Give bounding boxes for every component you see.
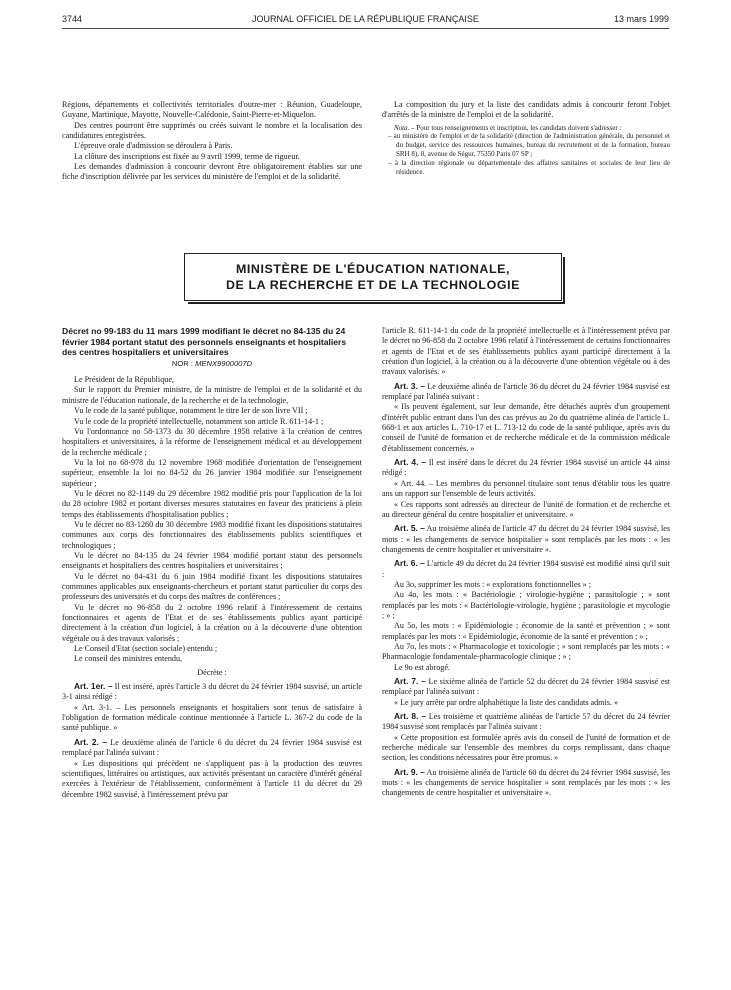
decree-left-column bbox=[62, 326, 362, 800]
page-header bbox=[62, 14, 669, 28]
article-label: Art. 3. – bbox=[394, 380, 426, 391]
paragraph: Vu le décret no 82-1149 du 29 décembre 1982 modifié pris pour l'application de la loi du 28 octobre 1982 et portant diverses mesures statutaires en faveur des praticiens à plein temps des établissements d'hospitalisation publics ; bbox=[62, 488, 362, 519]
article-item: Au 5o, les mots : « Epidémiologie ; économie de la santé et prévention ; » sont remplacés par les mots : « Epidémiologie, économie de la santé et prévention ; » ; bbox=[382, 621, 670, 641]
paragraph: Vu le code de la santé publique, notamment le titre Ier de son livre VII ; bbox=[74, 406, 308, 416]
article-label: Art. 2. – bbox=[74, 736, 108, 747]
article-label: Art. 6. – bbox=[394, 558, 425, 569]
article-5: Art. 5. – Au troisième alinéa de l'article 47 du décret du 24 février 1984 susvisé, les mots : « les changements de service hospitalier » sont remplacés par les mots : « les changements de centre hospitalier et universitaire ». bbox=[382, 523, 670, 554]
article-1: Art. 1er. – Il est inséré, après l'article 3 du décret du 24 février 1984 susvisé, un article 3-1 ainsi rédigé : bbox=[62, 681, 362, 702]
article-label: Art. 4. – bbox=[394, 457, 427, 468]
nota-block bbox=[382, 124, 670, 177]
article-label: Art. 1er. – bbox=[74, 681, 113, 692]
paragraph: L'épreuve orale d'admission se déroulera à Paris. bbox=[74, 141, 233, 151]
top-right-column bbox=[382, 100, 670, 176]
article-quote: « Ils peuvent également, sur leur demande, être détachés auprès d'un groupement d'intérêt public entrant dans l'un des cas prévus au 2o du quatrième alinéa de l'article L. 668-1 et aux articles L. 710-17 et L. 713-12 du code de la santé publique, après avis du conseil de l'unité de formation et de recherche médicale et de la commission médicale d'établissement concernés. » bbox=[382, 402, 670, 453]
article-9: Art. 9. – Au troisième alinéa de l'article 60 du décret du 24 février 1984 susvisé, les mots : « les changements de service hospitalier » sont remplacés par les mots : « les changements de centre hospitalier et universitaire ». bbox=[382, 766, 670, 798]
paragraph: Sur le rapport du Premier ministre, de la ministre de l'emploi et de la solidarité et du ministre de l'éducation nationale, de la recherche et de la technologie, bbox=[62, 385, 362, 405]
nota-label: Nota. bbox=[394, 123, 410, 132]
article-item: Au 7o, les mots : « Pharmacologie et toxicologie ; » sont remplacés par les mots : « Pharmacologie fondamentale-pharmacologie clinique ; » ; bbox=[382, 641, 670, 662]
article-label: Art. 5. – bbox=[394, 523, 425, 534]
article-2: Art. 2. – Le deuxième alinéa de l'article 6 du décret du 24 février 1984 susvisé est remplacé par l'alinéa suivant : bbox=[62, 736, 362, 758]
nor-label: NOR : bbox=[171, 358, 196, 368]
article-label: Art. 8. – bbox=[394, 711, 427, 722]
paragraph: Vu le décret no 96-858 du 2 octobre 1996 relatif à l'intéressement de certains fonctionnaires et agents de l'Etat et de ses établissements publics ayant participé directement à la création d'un logiciel, à la création ou à la découverte d'une obtention végétale ou à des travaux valorisés ; bbox=[62, 602, 362, 643]
nota-text: – Pour tous renseignements et inscription, les candidats doivent s'adresser : bbox=[409, 123, 622, 132]
article-quote: « Cette proposition est formulée après avis du conseil de l'unité de formation et de recherche médicale sur l'ensemble des membres du corps remplissant, dans chaque section, les conditions nécessaires pour être promus. » bbox=[382, 732, 670, 763]
article-6: Art. 6. – L'article 49 du décret du 24 février 1984 susvisé est modifié ainsi qu'il suit : bbox=[382, 558, 670, 579]
article-quote: « Le jury arrête par ordre alphabétique la liste des candidats admis. » bbox=[394, 697, 619, 707]
paragraph: Vu le décret no 84-431 du 6 juin 1984 modifié fixant les dispositions statutaires communes applicables aux enseignants-chercheurs et portant statut particulier du corps des professeurs des universités et du corps des maîtres de conférences ; bbox=[62, 571, 362, 602]
article-3: Art. 3. – Le deuxième alinéa de l'article 36 du décret du 24 février 1984 susvisé est remplacé par l'alinéa suivant : bbox=[382, 380, 670, 402]
decrete-heading: Décrète : bbox=[197, 667, 227, 677]
article-4: Art. 4. – Il est inséré dans le décret du 24 février 1984 susvisé un article 44 ainsi rédigé : bbox=[382, 457, 670, 478]
paragraph: Le Président de la République, bbox=[74, 375, 174, 385]
article-quote: « Ces rapports sont adressés au directeur de l'unité de formation et de recherche et au directeur général du centre hospitalier et universitaire. » bbox=[382, 499, 670, 519]
paragraph: Le Conseil d'Etat (section sociale) entendu ; bbox=[74, 644, 218, 654]
nor-value: MENX9900007D bbox=[195, 358, 253, 368]
paragraph: Des centres pourront être supprimés ou créés suivant le nombre et la localisation des candidatures enregistrées. bbox=[62, 120, 362, 141]
nor-reference bbox=[62, 359, 362, 369]
paragraph: Régions, départements et collectivités territoriales d'outre-mer : Réunion, Guadeloupe, Guyane, Martinique, Mayotte, Nouvelle-Calédonie, Saint-Pierre-et-Miquelon. bbox=[62, 100, 362, 120]
article-label: Art. 7. – bbox=[394, 676, 426, 686]
article-item: Au 4o, les mots : « Bactériologie ; virologie-hygiène ; parasitologie ; » sont remplacés par les mots : « Bactériologie-virologie, hygiène ; parasitologie et mycologie ; » ; bbox=[382, 590, 670, 620]
header-rule bbox=[62, 28, 669, 29]
article-quote: « Art. 44. – Les membres du personnel titulaire sont tenus d'établir tous les quatre ans un rapport sur l'ensemble de leurs activités. bbox=[382, 478, 670, 499]
paragraph: Le conseil des ministres entendu, bbox=[74, 654, 183, 664]
paragraph: Vu la loi no 68-978 du 12 novembre 1968 modifiée d'orientation de l'enseignement supérieur, ensemble la loi no 84-52 du 26 janvier 1984 modifiée sur l'enseignement supérieur ; bbox=[62, 457, 362, 488]
page-number: 3744 bbox=[62, 14, 83, 24]
paragraph-continuation: l'article R. 611-14-1 du code de la propriété intellectuelle et à l'intéressement prévu par le décret no 96-858 du 2 octobre 1996 relatif à l'intéressement de certains fonctionnaires et agents de l'Etat et de ses établissements publics ayant participé directement à la création d'un logiciel, à la création ou à la découverte d'une obtention végétale ou à des travaux valorisés. » bbox=[382, 326, 670, 377]
top-left-column bbox=[62, 100, 362, 183]
journal-title: JOURNAL OFFICIEL DE LA RÉPUBLIQUE FRANÇAISE bbox=[252, 14, 479, 24]
nota-item: – au ministère de l'emploi et de la solidarité (direction de l'administration générale, du personnel et du budget, service des ressources humaines, bureau du recrutement et de la formation, bureau SRH 8), 8, avenue de Ségur, 75350 Paris 07 SP ; bbox=[388, 132, 670, 159]
paragraph: Vu le décret no 83-1260 du 30 décembre 1983 modifié fixant les dispositions statutaires communes aux corps des fonctionnaires des établissements publics scientifiques et technologiques ; bbox=[62, 519, 362, 550]
paragraph: Vu le décret no 84-135 du 24 février 1984 modifié portant statut des personnels enseignants et hospitaliers des centres hospitaliers et universitaires ; bbox=[62, 550, 362, 571]
article-quote: « Art. 3-1. – Les personnels enseignants et hospitaliers sont tenus de satisfaire à l'obligation de formation médicale continue mentionnée à l'article L. 367-2 du code de la santé publique. » bbox=[62, 702, 362, 733]
article-7: Art. 7. – Le sixième alinéa de l'article 52 du décret du 24 février 1984 susvisé est remplacé par l'alinéa suivant : bbox=[382, 676, 670, 697]
ministry-line-2: DE LA RECHERCHE ET DE LA TECHNOLOGIE bbox=[226, 278, 520, 292]
article-quote: « Les dispositions qui précèdent ne s'appliquent pas à la production des œuvres scientifiques, littéraires ou artistiques, aux activités présentant un caractère d'intérêt général exercées à l'extérieur de l'établissement, conformément à l'article 11 du décret du 29 décembre 1982 susvisé, à l'intéressement prévu par bbox=[62, 758, 362, 799]
paragraph: La clôture des inscriptions est fixée au 9 avril 1999, terme de rigueur. bbox=[74, 151, 300, 161]
paragraph: Vu l'ordonnance no 58-1373 du 30 décembre 1958 relative à la création de centres hospitaliers et universitaires, à la réforme de l'enseignement médical et au développement de la recherche médicale ; bbox=[62, 426, 362, 457]
nota-intro bbox=[382, 124, 670, 133]
decree-title: Décret no 99-183 du 11 mars 1999 modifiant le décret no 84-135 du 24 février 1984 portant statut des personnels enseignants et hospitaliers des centres hospitaliers et universitaires bbox=[62, 326, 347, 358]
paragraph: Vu le code de la propriété intellectuelle, notamment son article R. 611-14-1 ; bbox=[74, 416, 324, 426]
issue-date: 13 mars 1999 bbox=[613, 14, 669, 24]
article-item: Le 9o est abrogé. bbox=[394, 662, 450, 672]
article-label: Art. 9. – bbox=[394, 766, 425, 777]
article-item: Au 3o, supprimer les mots : « explorations fonctionnelles » ; bbox=[394, 579, 592, 589]
ministry-line-1: MINISTÈRE DE L'ÉDUCATION NATIONALE, bbox=[235, 262, 511, 276]
paragraph: Les demandes d'admission à concourir devront être obligatoirement établies sur une fiche d'inscription délivrée par les services du ministère de l'emploi et de la solidarité. bbox=[62, 162, 362, 182]
nota-item: – à la direction régionale ou départementale des affaires sanitaires et sociales de leur lieu de résidence. bbox=[388, 158, 670, 176]
ministry-banner bbox=[184, 253, 562, 301]
paragraph: La composition du jury et la liste des candidats admis à concourir feront l'objet d'arrêtés de la ministre de l'emploi et de la solidarité. bbox=[382, 100, 670, 120]
article-8: Art. 8. – Les troisième et quatrième alinéas de l'article 57 du décret du 24 février 1984 susvisé sont remplacés par l'alinéa suivant : bbox=[382, 711, 670, 732]
decree-right-column bbox=[382, 326, 670, 799]
